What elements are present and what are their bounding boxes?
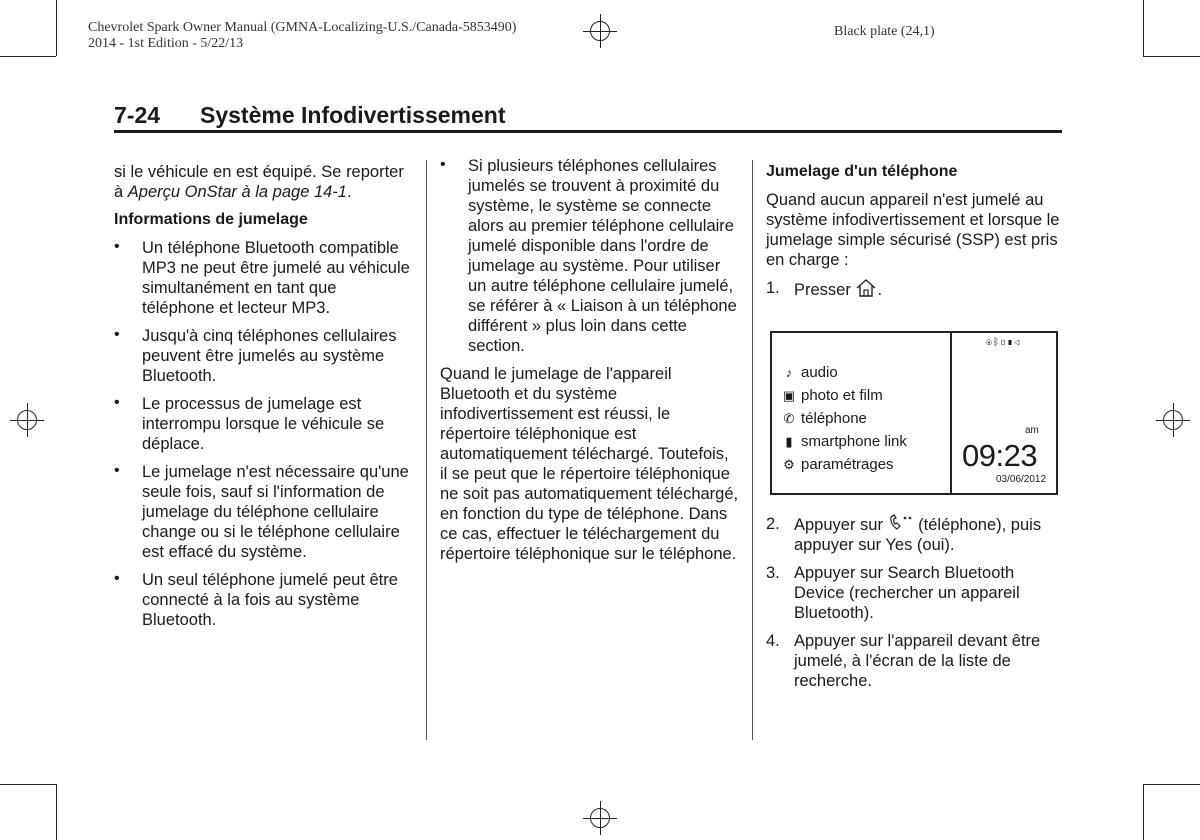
section-title: Système Infodivertissement [200, 102, 506, 128]
bullet-icon: • [114, 394, 120, 411]
battery-icon: ▯ [1000, 337, 1007, 348]
gear-icon: ⚙ [783, 457, 795, 472]
subheading: Jumelage d'un téléphone [766, 163, 958, 180]
clock-date: 03/06/2012 [996, 474, 1047, 485]
intro-paragraph: si le véhicule en est équipé. Se reporter à Aperçu OnStar à la page 14-1. [114, 163, 404, 201]
volume-icon: ◁ [1014, 337, 1021, 348]
clock-time: 09:23 [962, 438, 1038, 473]
phone-icon [888, 514, 914, 532]
bullet-item: • Un seul téléphone jumelé peut être connecté à la fois au système Bluetooth. [114, 570, 398, 629]
bullet-icon: • [114, 326, 120, 343]
print-header [88, 20, 516, 52]
menu-item-photo: ▣ photo et film [782, 387, 883, 404]
header-line1: Chevrolet Spark Owner Manual (GMNA-Localizing-U.S./Canada-5853490) [88, 20, 517, 35]
menu-item-smartphone: ▮ smartphone link [782, 433, 907, 451]
phone-status-icon: ▮ [1007, 337, 1014, 348]
bullet-item: • Le processus de jumelage est interrompu lorsque le véhicule se déplace. [114, 394, 385, 453]
header-line2: 2014 - 1st Edition - 5/22/13 [88, 36, 244, 51]
page-number: 7-24 [114, 102, 161, 128]
bullet-icon: • [440, 156, 446, 173]
photo-icon: ▣ [782, 388, 796, 403]
am-pm-label: am [1025, 425, 1039, 436]
infotainment-screen-figure [770, 331, 1058, 495]
status-icons [986, 337, 1021, 348]
intro-paragraph: Quand aucun appareil n'est jumelé au système infodivertissement et lorsque le jumelage simple sécurisé (SSP) est pris en charge : [766, 191, 1060, 269]
bluetooth-icon: ᛒ [993, 337, 1000, 348]
bullet-item: • Le jumelage n'est nécessaire qu'une seule fois, sauf si l'information de jumelage du téléphone cellulaire change ou si le téléphone cellulaire est effacé du système. [114, 462, 409, 561]
bullet-item: • Jusqu'à cinq téléphones cellulaires peuvent être jumelés au système Bluetooth. [114, 326, 397, 385]
plate-label: Black plate (24,1) [834, 24, 935, 39]
bullet-icon: • [114, 570, 120, 587]
bullet-icon: • [114, 462, 120, 479]
subheading: Informations de jumelage [114, 211, 308, 228]
step-2: 2. Appuyer sur (téléphone), puis appuyer sur Yes (oui). [766, 515, 1042, 554]
menu-item-phone: ✆ téléphone [783, 410, 867, 427]
column-2 [440, 156, 740, 572]
step-3: 3. Appuyer sur Search Bluetooth Device (rechercher un appareil Bluetooth). [766, 564, 1020, 622]
bullet-icon: • [114, 238, 120, 255]
column-1 [114, 162, 410, 638]
smartphone-icon: ▮ [785, 434, 793, 449]
menu-item-settings: ⚙ paramétrages [783, 456, 894, 473]
step-1: 1. Presser . [766, 279, 883, 299]
column-separator [426, 160, 427, 740]
step-4: 4. Appuyer sur l'appareil devant être jumelé, à l'écran de la liste de recherche. [766, 632, 1041, 690]
home-icon [855, 278, 877, 298]
column-3 [766, 162, 1062, 308]
page-title-bar [114, 100, 1062, 133]
column-separator [752, 160, 753, 740]
body-paragraph: Quand le jumelage de l'appareil Bluetooth et du système infodivertissement est réussi, le répertoire téléphonique est automatiquement téléchargé. Toutefois, il se peut que le répertoire téléphonique ne soit pas automatiquement téléchargé, en fonction du type de téléphone. Dans ce cas, effectuer le téléchargement du répertoire téléphonique sur le téléphone. [440, 365, 739, 563]
cross-reference: Aperçu OnStar à la page 14-1 [127, 183, 347, 201]
column-3-steps [766, 514, 1062, 699]
signal-icon: ◉ [986, 337, 993, 348]
bullet-item: • Si plusieurs téléphones cellulaires jumelés se trouvent à proximité du système, le système se connecte alors au premier téléphone cellulaire jumelé disponible dans l'ordre de jumelage au système. Pour utiliser un autre téléphone cellulaire jumelé, se référer à « Liaison à un téléphone différent » plus loin dans cette section. [440, 156, 737, 355]
bullet-item: • Un téléphone Bluetooth compatible MP3 ne peut être jumelé au véhicule simultanément en tant que téléphone et lecteur MP3. [114, 238, 410, 317]
screen-divider [950, 333, 952, 493]
music-note-icon: ♪ [785, 365, 793, 380]
menu-item-audio: ♪ audio [782, 364, 838, 382]
phone-icon: ✆ [783, 411, 795, 426]
